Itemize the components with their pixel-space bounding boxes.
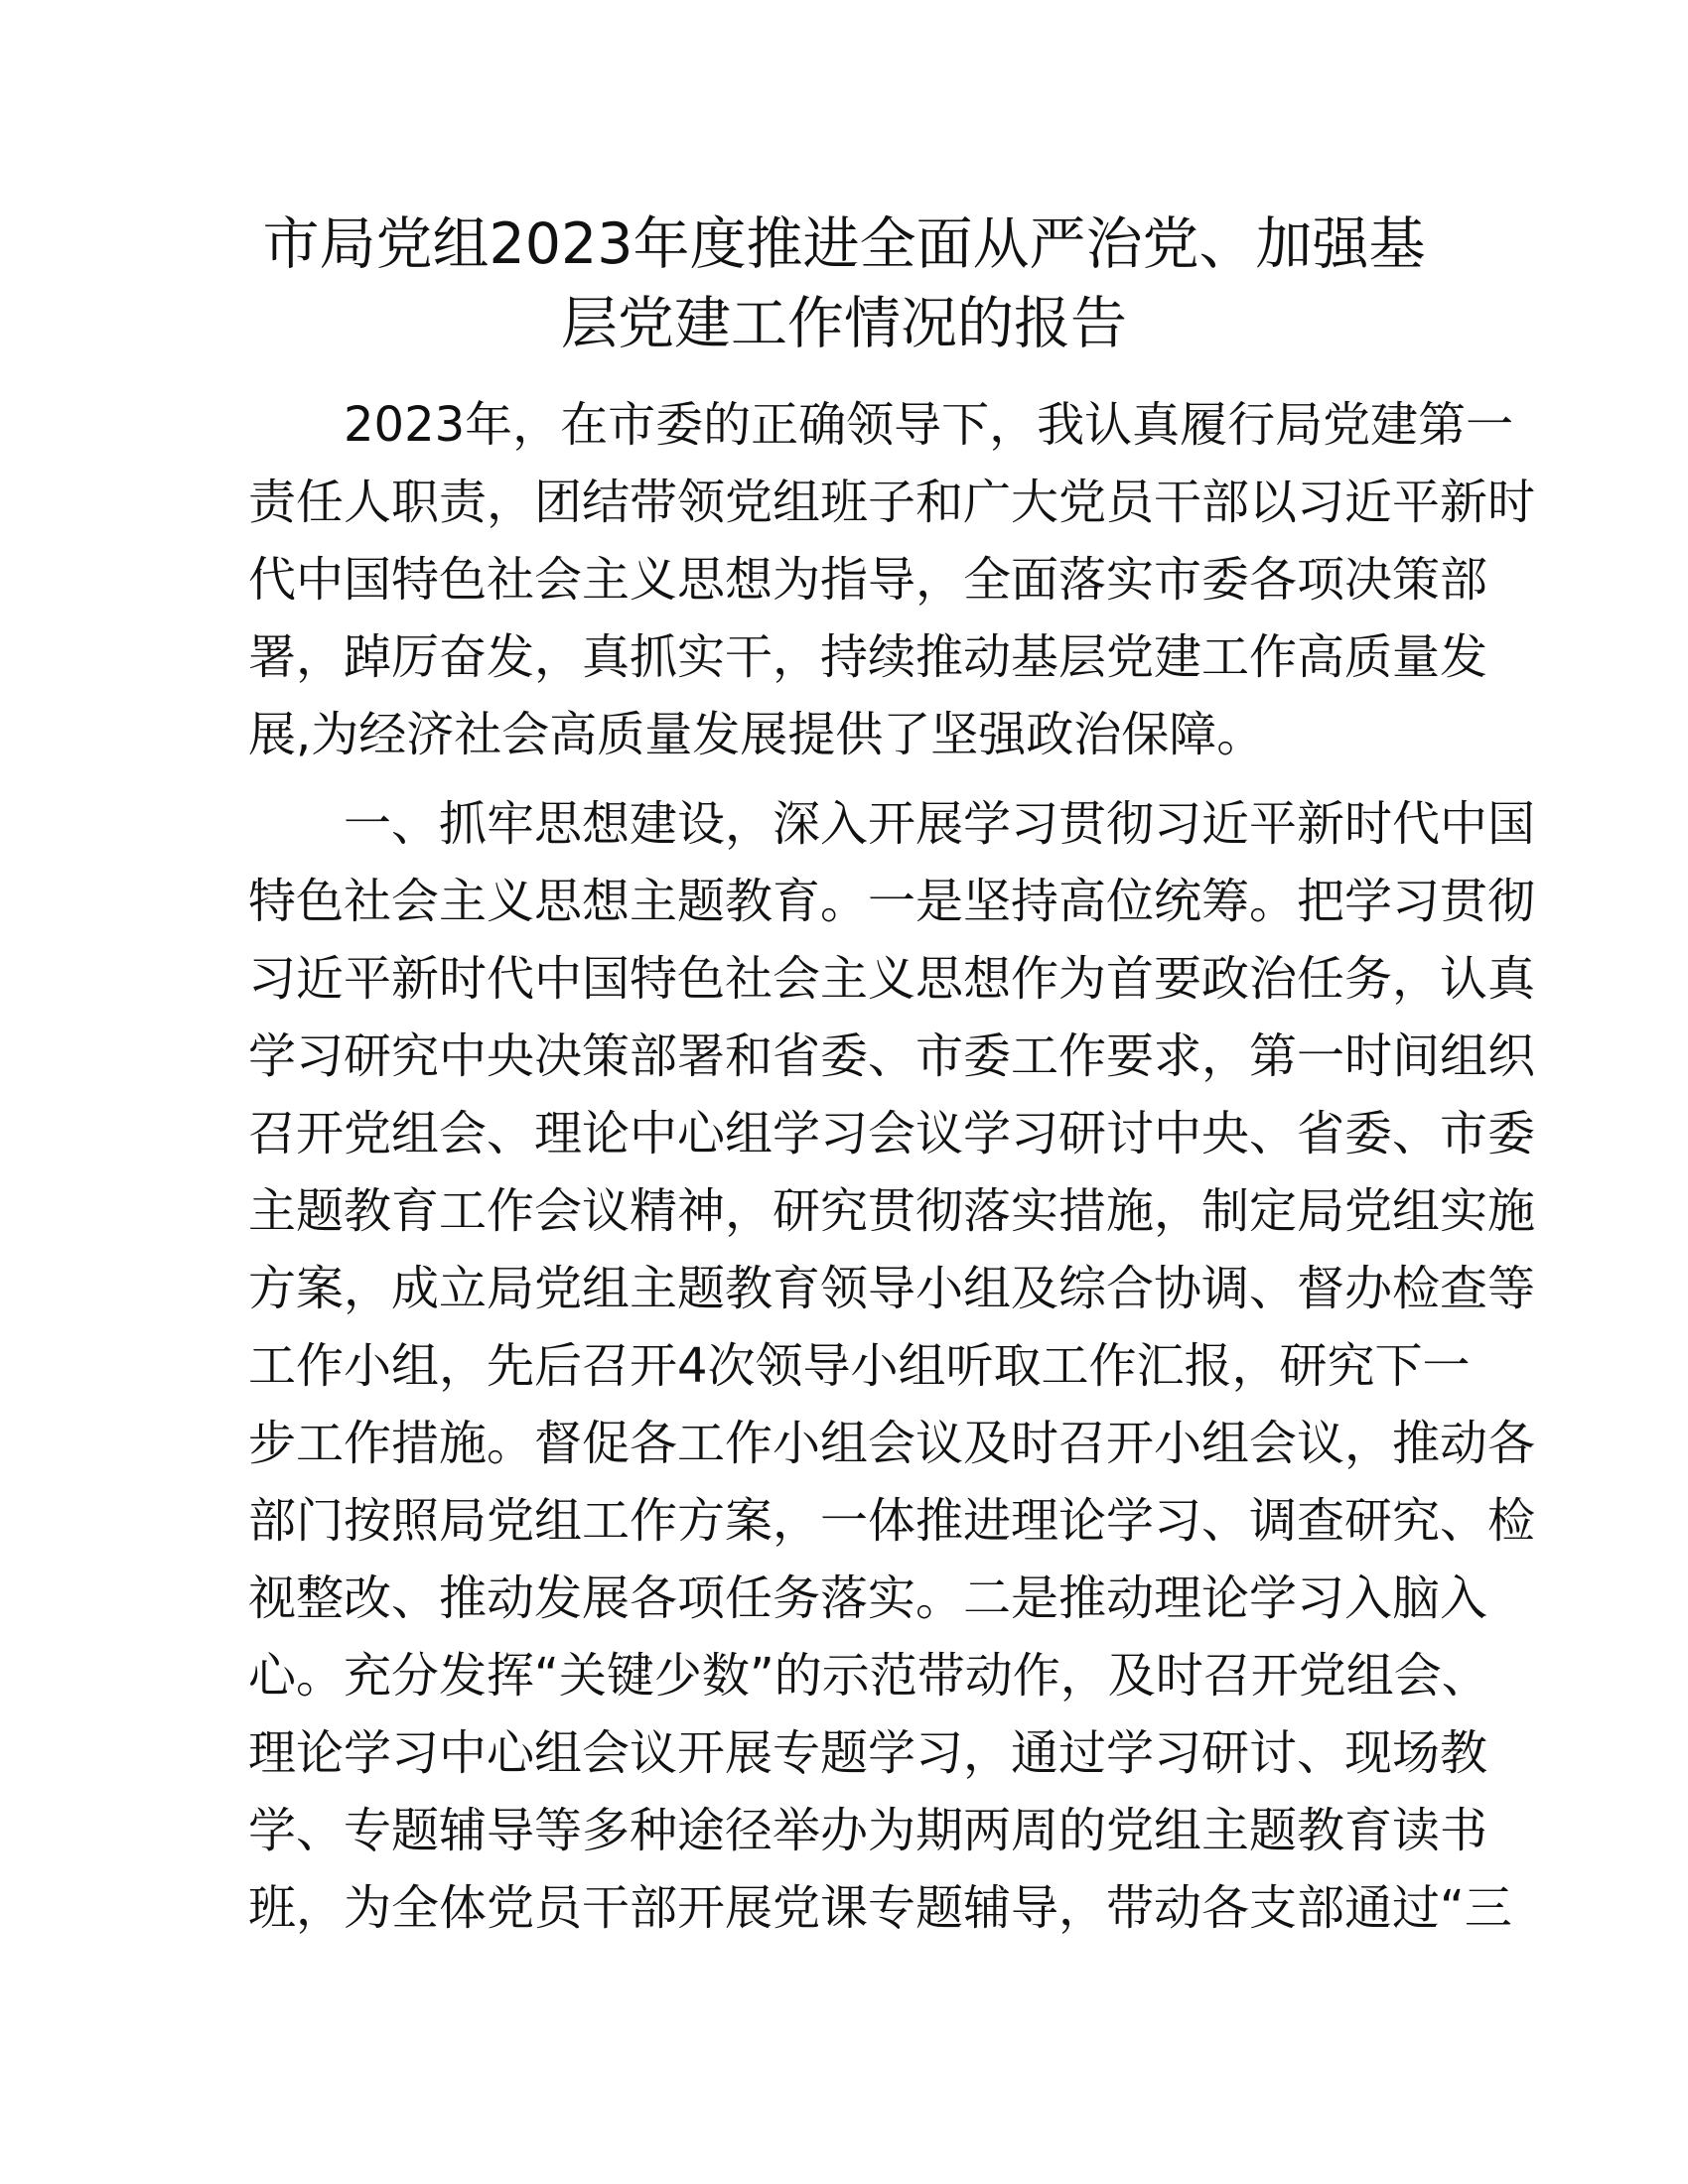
paragraph-line: 心。充分发挥“关键少数”的示范带动作，及时召开党组会、 (248, 1648, 1489, 1704)
paragraph-line: 学、专题辅导等多种途径举办为期两周的党组主题教育读书 (248, 1803, 1488, 1858)
paragraph-line: 班，为全体党员干部开展党课专题辅导，带动各支部通过“三 (248, 1880, 1512, 1936)
paragraph-line: 部门按照局党组工作方案，一体推进理论学习、调查研究、检 (248, 1493, 1536, 1549)
paragraph-line: 2023年，在市委的正确领导下，我认真履行局党建第一 (344, 397, 1514, 453)
paragraph-section-one (248, 785, 1536, 1947)
paragraph-line: 习近平新时代中国特色社会主义思想作为首要政治任务，认真 (248, 951, 1536, 1007)
title-line-2: 层党建工作情况的报告 (561, 291, 1127, 356)
paragraph-line: 署，踔厉奋发，真抓实干，持续推动基层党建工作高质量发 (248, 629, 1488, 685)
paragraph-line: 步工作措施。督促各工作小组会议及时召开小组会议，推动各 (248, 1416, 1536, 1471)
paragraph-line: 学习研究中央决策部署和省委、市委工作要求，第一时间组织 (248, 1028, 1536, 1084)
paragraph-line: 视整改、推动发展各项任务落实。二是推动理论学习入脑入 (248, 1570, 1488, 1626)
document-title (243, 205, 1445, 363)
paragraph-line: 方案，成立局党组主题教育领导小组及综合协调、督办检查等 (248, 1261, 1536, 1316)
paragraph-line: 一、抓牢思想建设，深入开展学习贯彻习近平新时代中国 (344, 796, 1536, 852)
paragraph-line: 特色社会主义思想主题教育。一是坚持高位统筹。把学习贯彻 (248, 874, 1536, 929)
paragraph-line: 召开党组会、理论中心组学习会议学习研讨中央、省委、市委 (248, 1106, 1536, 1161)
title-line-1: 市局党组2023年度推进全面从严治党、加强基 (262, 211, 1426, 277)
paragraph-intro (248, 386, 1536, 773)
paragraph-line: 责任人职责，团结带领党组班子和广大党员干部以习近平新时 (248, 475, 1536, 530)
paragraph-line: 工作小组，先后召开4次领导小组听取工作汇报，研究下一 (248, 1338, 1471, 1394)
paragraph-line: 展,为经济社会高质量发展提供了坚强政治保障。 (248, 707, 1265, 762)
paragraph-line: 代中国特色社会主义思想为指导，全面落实市委各项决策部 (248, 552, 1488, 608)
paragraph-line: 主题教育工作会议精神，研究贯彻落实措施，制定局党组实施 (248, 1183, 1536, 1239)
paragraph-line: 理论学习中心组会议开展专题学习，通过学习研讨、现场教 (248, 1725, 1488, 1781)
